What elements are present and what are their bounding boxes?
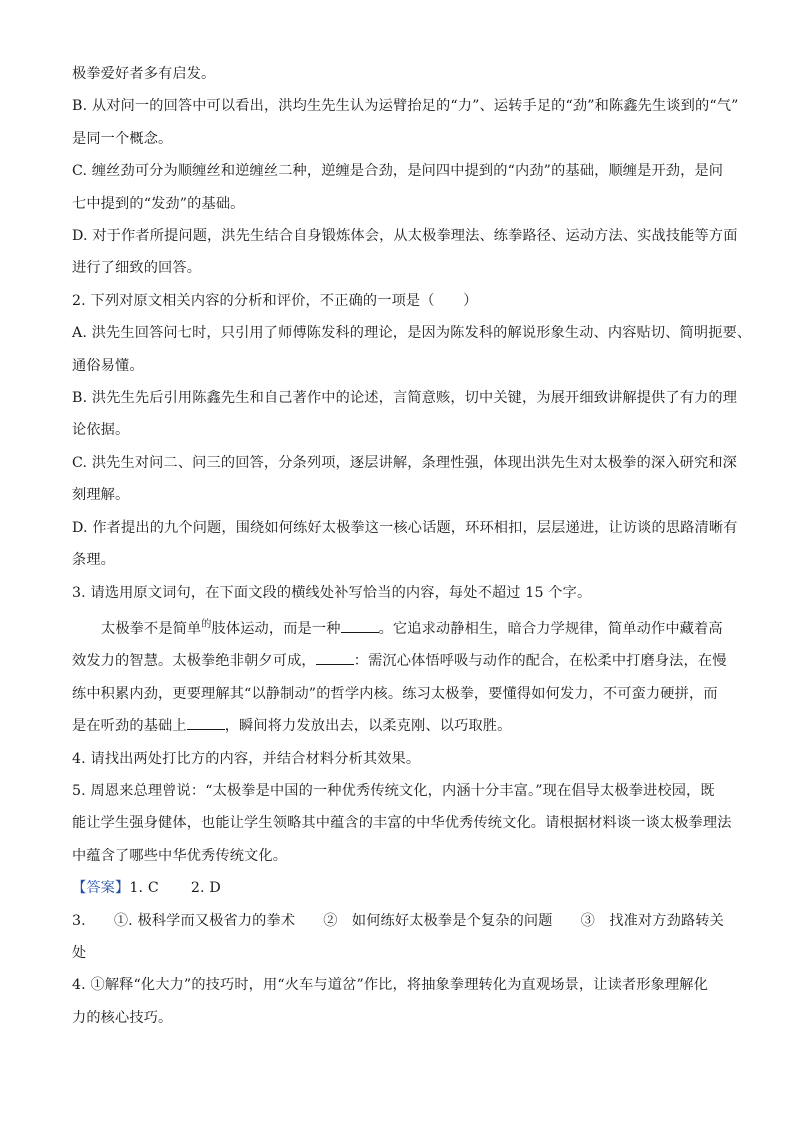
document-page [72, 58, 752, 1034]
answer-3-number: 3. [72, 912, 86, 929]
text-span: 太极拳不是简单 [101, 620, 202, 637]
option-c-line: C. 缠丝劲可分为顺缠丝和逆缠丝二种，逆缠是合劲，是问四中提到的“内劲”的基础，顺缠是开劲，是问 [72, 163, 724, 180]
superscript-char: 的 [201, 618, 212, 630]
fill-blank-3 [187, 715, 225, 730]
fill-passage-line [72, 645, 727, 677]
option-b-line: B. 从对问一的回答中可以看出，洪均生先生认为运臂抬足的“力”、运转手足的“劲”和陈鑫先生谈到的“气” [72, 98, 739, 115]
answer-2: 2. D [190, 880, 221, 897]
text-line: 刻理解。 [72, 487, 130, 504]
text-line: 条理。 [72, 552, 116, 569]
text-line: 论依据。 [72, 422, 130, 439]
text-line: 中蕴含了哪些中华优秀传统文化。 [72, 847, 288, 864]
text-span: 肢体运动，而是一种 [211, 620, 341, 637]
text-span: 效发力的智慧。太极拳绝非朝夕可成， [72, 653, 316, 670]
question-2: 2. 下列对原文相关内容的分析和评价，不正确的一项是（ ） [72, 292, 478, 309]
text-span: ：需沉心体悟呼吸与动作的配合，在松柔中打磨身法，在慢 [353, 653, 727, 670]
fill-blank-2 [316, 650, 354, 665]
text-line: 是同一个概念。 [72, 130, 173, 147]
answer-line [72, 872, 724, 904]
fill-blank-1 [341, 618, 379, 633]
text-line: 七中提到的“发劲”的基础。 [72, 195, 245, 212]
question-4: 4. 请找出两处打比方的内容，并结合材料分析其效果。 [72, 750, 421, 767]
text-line: 极拳爱好者多有启发。 [72, 66, 216, 82]
option-a-line: A. 洪先生回答问七时，只引用了师傅陈发科的理论，是因为陈发科的解说形象生动、内容贴切、简明扼要、 [72, 325, 752, 342]
answer-3-line [72, 905, 724, 937]
answer-3-part-3: ③ 找准对方劲路转关 [580, 912, 724, 929]
question-3: 3. 请选用原文词句，在下面文段的横线处补写恰当的内容，每处不超过 15 个字。 [72, 584, 592, 601]
text-span: ，瞬间将力发放出去，以柔克刚、以巧取胜。 [224, 718, 512, 735]
text-line: 进行了细致的回答。 [72, 260, 202, 277]
question-5: 5. 周恩来总理曾说：“太极拳是中国的一种优秀传统文化，内涵十分丰富。”现在倡导太极拳进校园，既 [72, 782, 715, 799]
option-d-line: D. 对于作者所提问题，洪先生结合自身锻炼体会，从太极拳理法、练拳路径、运动方法、实战技能等方面 [72, 228, 738, 245]
option-b-line: B. 洪先生先后引用陈鑫先生和自己著作中的论述，言简意赅，切中关键，为展开细致讲解提供了有力的理 [72, 390, 738, 407]
fill-passage-line [72, 710, 724, 742]
answer-1: 1. C [129, 880, 159, 897]
text-line: 通俗易懂。 [72, 357, 144, 374]
answer-tag: 【答案】 [72, 880, 130, 897]
answer-4-line: 4. ①解释“化大力”的技巧时，用“火车与道岔”作比，将抽象拳理转化为直观场景，让读者形象理解化 [72, 977, 708, 994]
option-d-line: D. 作者提出的九个问题，围绕如何练好太极拳这一核心话题，环环相扣，层层递进，让访谈的思路清晰有 [72, 519, 738, 536]
answer-3-part-2: ② 如何练好太极拳是个复杂的问题 [323, 912, 553, 929]
fill-passage-line [72, 609, 724, 645]
text-line: 能让学生强身健体，也能让学生领略其中蕴含的丰富的中华优秀传统文化。请根据材料谈一谈太极拳理法 [72, 815, 732, 832]
text-span: 。它追求动静相生，暗合力学规律，简单动作中藏着高 [378, 620, 723, 637]
text-line: 力的核心技巧。 [72, 1009, 173, 1026]
text-line: 处 [72, 944, 87, 961]
answer-3-part-1: ①. 极科学而又极省力的拳术 [113, 912, 296, 929]
fill-passage-line: 练中积累内劲，更要理解其“以静制动”的哲学内核。练习太极拳，要懂得如何发力，不可蛮力硬拼，而 [72, 685, 718, 702]
text-span: 是在听劲的基础上 [72, 718, 187, 735]
option-c-line: C. 洪先生对问二、问三的回答，分条列项，逐层讲解，条理性强，体现出洪先生对太极拳的深入研究和深 [72, 454, 738, 471]
